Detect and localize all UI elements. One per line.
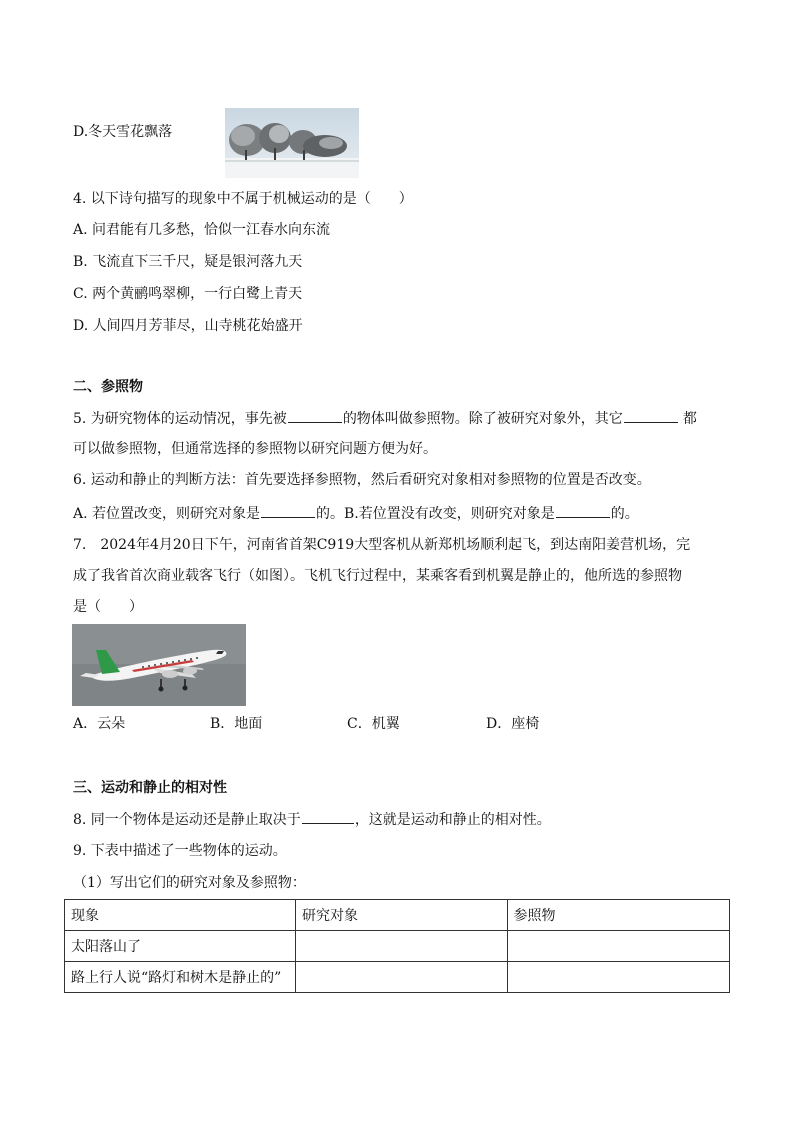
q4-option-d: D. 人间四月芳菲尽，山寺桃花始盛开 — [73, 318, 303, 334]
q6-blank-2[interactable] — [556, 503, 610, 518]
q5-part-3: 都 — [682, 411, 697, 427]
q5-line-1 — [73, 408, 697, 429]
q5-part-1: 5. 为研究物体的运动情况，事先被 — [73, 411, 287, 427]
q6-option-line — [73, 503, 639, 524]
q7-line-1: 7. 2024年4月20日下午，河南省首架C919大型客机从新郑机场顺利起飞，到达南阳姜营机场，完 — [73, 537, 691, 553]
q8-blank[interactable] — [302, 809, 354, 824]
table-cell-phenomenon: 路上行人说“路灯和树木是静止的” — [65, 962, 296, 993]
q6-a-part-2: 的。B.若位置没有改变，则研究对象是 — [316, 506, 555, 522]
table-cell-reference[interactable] — [507, 931, 729, 962]
q4-option-a: A. 问君能有几多愁，恰似一江春水向东流 — [73, 222, 331, 238]
q7-option-d: D．座椅 — [486, 716, 540, 732]
q4-option-b: B. 飞流直下三千尺，疑是银河落九天 — [73, 254, 303, 270]
table-header-cell: 参照物 — [507, 900, 729, 931]
table-header-cell: 研究对象 — [295, 900, 507, 931]
q5-part-2: 的物体叫做参照物。除了被研究对象外，其它 — [342, 411, 623, 427]
q9-stem: 9. 下表中描述了一些物体的运动。 — [73, 843, 287, 859]
q6-a-part-1: A. 若位置改变，则研究对象是 — [73, 506, 261, 522]
q5-line-2: 可以做参照物，但通常选择的参照物以研究问题方便为好。 — [73, 441, 437, 457]
q7-option-a: A．云朵 — [73, 716, 126, 732]
table-cell-reference[interactable] — [507, 962, 729, 993]
q6-a-part-3: 的。 — [610, 506, 639, 522]
q4-option-c: C. 两个黄鹂鸣翠柳，一行白鹭上青天 — [73, 286, 303, 302]
q8-part-1: 8. 同一个物体是运动还是静止取决于 — [73, 812, 301, 828]
q3-option-d: D.冬天雪花飘落 — [73, 124, 173, 140]
table-row — [65, 931, 730, 962]
table-cell-phenomenon: 太阳落山了 — [65, 931, 296, 962]
section-2-heading: 二、参照物 — [73, 379, 143, 395]
q7-option-b: B．地面 — [210, 716, 263, 732]
q6-stem: 6. 运动和静止的判断方法：首先要选择参照物，然后看研究对象相对参照物的位置是否改变。 — [73, 472, 651, 488]
q9-sub-1: （1）写出它们的研究对象及参照物： — [73, 875, 306, 891]
q7-line-2: 成了我省首次商业载客飞行（如图）。飞机飞行过程中，某乘客看到机翼是静止的，他所选的参照物 — [73, 568, 682, 584]
table-header-row — [65, 900, 730, 931]
snowy-trees-photo-icon — [225, 108, 359, 178]
observation-table — [64, 899, 730, 993]
table-row — [65, 962, 730, 993]
q8-part-2: ，这就是运动和静止的相对性。 — [354, 812, 551, 828]
q7-option-c: C．机翼 — [347, 716, 400, 732]
q5-blank-1[interactable] — [288, 408, 342, 423]
q7-line-3: 是（ ） — [73, 599, 143, 615]
q8-line — [73, 809, 551, 830]
airplane-photo-icon — [72, 624, 246, 706]
q5-blank-2[interactable] — [624, 408, 678, 423]
table-cell-object[interactable] — [295, 931, 507, 962]
table-header-cell: 现象 — [65, 900, 296, 931]
q6-blank-1[interactable] — [261, 503, 315, 518]
table-cell-object[interactable] — [295, 962, 507, 993]
q4-stem: 4. 以下诗句描写的现象中不属于机械运动的是（ ） — [73, 191, 413, 207]
section-3-heading: 三、运动和静止的相对性 — [73, 780, 227, 796]
